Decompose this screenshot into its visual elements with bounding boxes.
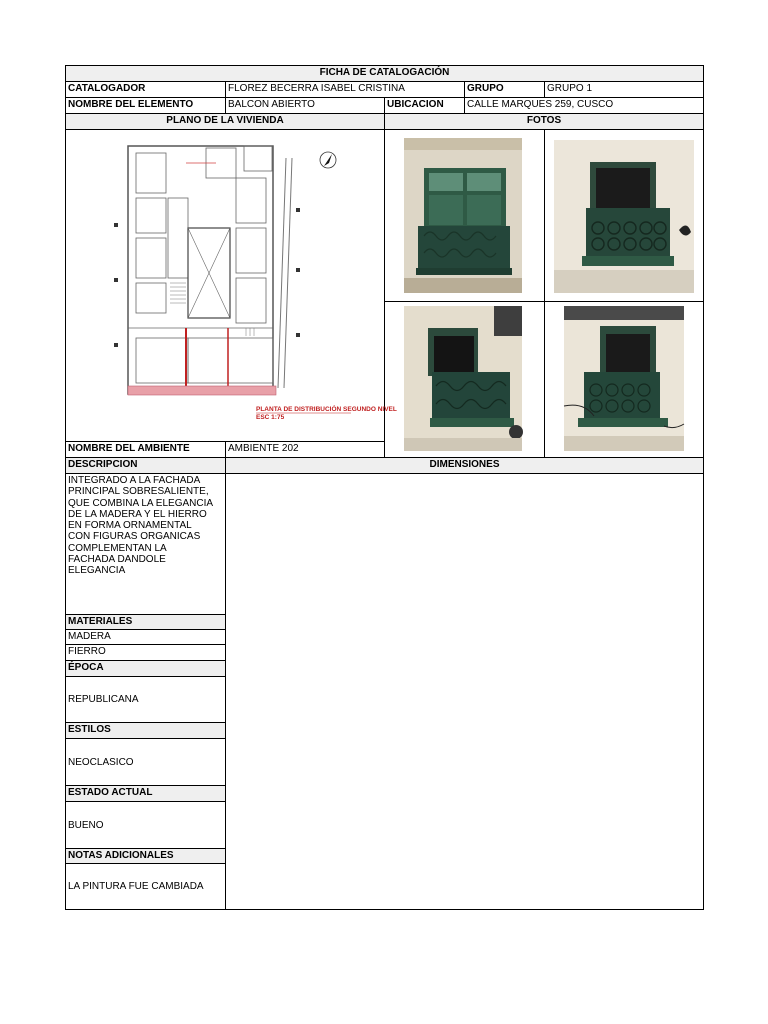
descripcion-line: COMPLEMENTAN LA bbox=[68, 542, 167, 554]
ubicacion-label: UBICACION bbox=[385, 98, 465, 114]
materiales-label: MATERIALES bbox=[66, 615, 226, 630]
estado-value: BUENO bbox=[66, 802, 226, 849]
elemento-value: BALCON ABIERTO bbox=[226, 98, 385, 114]
descripcion-line: ELEGANCIA bbox=[68, 565, 126, 577]
balcony-photo-2 bbox=[554, 140, 694, 293]
catalogador-value: FLOREZ BECERRA ISABEL CRISTINA bbox=[226, 82, 465, 98]
notas-value: LA PINTURA FUE CAMBIADA bbox=[66, 864, 226, 909]
descripcion-line: PRINCIPAL SOBRESALIENTE, bbox=[68, 486, 209, 498]
descripcion-line: INTEGRADO A LA FACHADA bbox=[68, 475, 201, 486]
descripcion-label: DESCRIPCION bbox=[66, 458, 226, 474]
catalogador-label: CATALOGADOR bbox=[66, 82, 226, 98]
descripcion-line: FACHADA DANDOLE bbox=[68, 554, 166, 566]
floor-plan-drawing bbox=[106, 138, 397, 428]
material-madera: MADERA bbox=[66, 630, 226, 645]
catalog-sheet bbox=[65, 65, 704, 910]
dimensiones-header: DIMENSIONES bbox=[226, 458, 703, 474]
descripcion-line: EN FORMA ORNAMENTAL bbox=[68, 520, 192, 532]
descripcion-line: QUE COMBINA LA ELEGANCIA bbox=[68, 497, 214, 509]
estado-label: ESTADO ACTUAL bbox=[66, 786, 226, 802]
grupo-label: GRUPO bbox=[465, 82, 545, 98]
plano-header: PLANO DE LA VIVIENDA bbox=[66, 114, 385, 130]
descripcion-line: CON FIGURAS ORGANICAS bbox=[68, 531, 201, 543]
material-fierro: FIERRO bbox=[66, 645, 226, 661]
dimensiones-area bbox=[226, 474, 703, 909]
ambiente-value: AMBIENTE 202 bbox=[226, 442, 385, 458]
balcony-photo-3 bbox=[404, 306, 522, 451]
ubicacion-value: CALLE MARQUES 259, CUSCO bbox=[465, 98, 703, 114]
balcony-photo-4 bbox=[564, 306, 684, 451]
epoca-value: REPUBLICANA bbox=[66, 677, 226, 723]
epoca-label: ÉPOCA bbox=[66, 661, 226, 677]
descripcion-text bbox=[66, 474, 226, 615]
notas-label: NOTAS ADICIONALES bbox=[66, 849, 226, 864]
elemento-label: NOMBRE DEL ELEMENTO bbox=[66, 98, 226, 114]
ambiente-label: NOMBRE DEL AMBIENTE bbox=[66, 442, 226, 458]
sheet-title: FICHA DE CATALOGACIÓN bbox=[66, 66, 703, 82]
fotos-header: FOTOS bbox=[385, 114, 703, 130]
balcony-photo-1 bbox=[404, 138, 522, 293]
grupo-value: GRUPO 1 bbox=[545, 82, 703, 98]
estilos-value: NEOCLASICO bbox=[66, 739, 226, 786]
descripcion-line: DE LA MADERA Y EL HIERRO bbox=[68, 508, 207, 520]
estilos-label: ESTILOS bbox=[66, 723, 226, 739]
plan-caption-line1: PLANTA DE DISTRIBUCIÓN SEGUNDO NIVEL bbox=[256, 406, 397, 413]
plan-caption-line2: ESC 1:75 bbox=[256, 414, 285, 421]
